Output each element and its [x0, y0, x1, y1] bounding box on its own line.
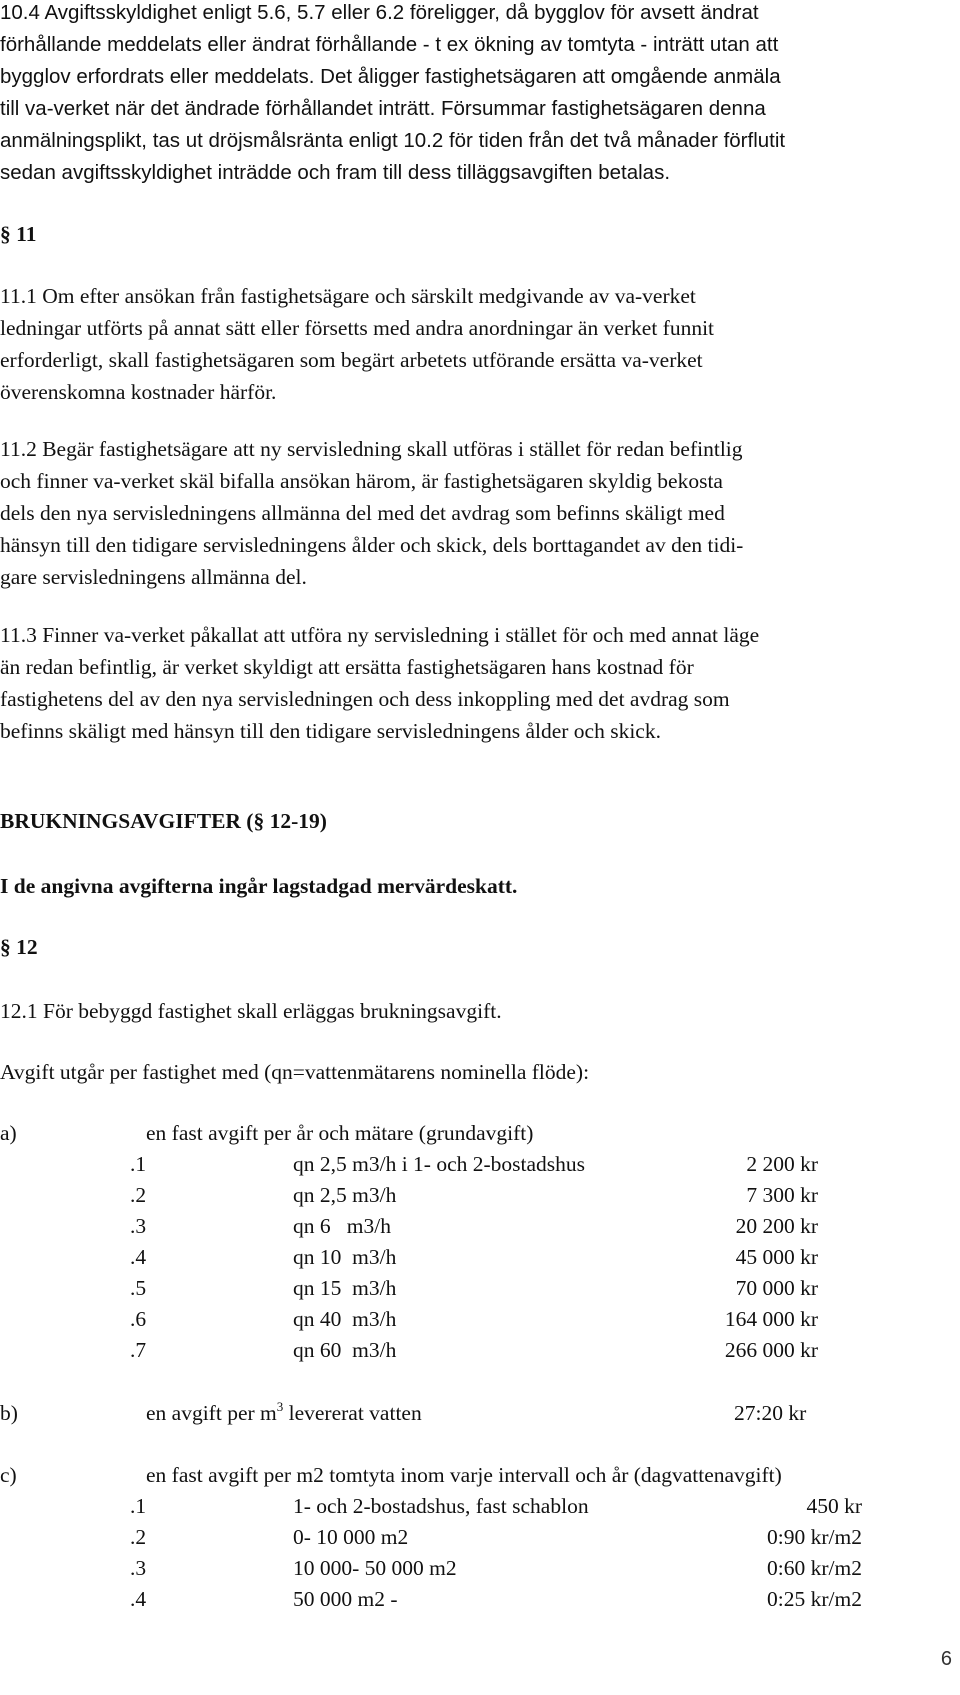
row-amount: 450 kr [806, 1494, 862, 1518]
item-amount: 27:20 kr [734, 1401, 807, 1425]
item-text: en avgift per $m^3$ levererat vatten [146, 1399, 422, 1425]
page-number: 6 [940, 1648, 952, 1670]
row-number: .6 [130, 1307, 147, 1331]
row-description: qn 40 m3/h [293, 1307, 397, 1331]
fee-row [0, 1553, 950, 1583]
item-label: b) [0, 1401, 18, 1425]
row-description: 0- 10 000 m2 [293, 1525, 409, 1549]
fee-row [0, 1273, 950, 1303]
row-amount: 20 200 kr [735, 1214, 818, 1238]
row-amount: 164 000 kr [724, 1307, 818, 1331]
row-amount: 70 000 kr [735, 1276, 818, 1300]
section-10-4 [0, 0, 950, 189]
text-line: än redan befintlig, är verket skyldigt att ersätta fastighetsägaren hans kostnad för [0, 655, 694, 679]
row-amount: 2 200 kr [746, 1152, 818, 1176]
text-line: bygglov erfordrats eller meddelats. Det åligger fastighetsägaren att omgående anmäla [0, 65, 781, 88]
section-11-heading: § 11 [0, 222, 37, 246]
row-number: .1 [130, 1494, 147, 1518]
row-description: qn 2,5 m3/h [293, 1183, 397, 1207]
item-b [0, 1398, 950, 1428]
row-description: qn 60 m3/h [293, 1338, 397, 1362]
fees-heading: BRUKNINGSAVGIFTER (§ 12-19) [0, 809, 327, 833]
row-description: qn 10 m3/h [293, 1245, 397, 1269]
row-amount: 266 000 kr [724, 1338, 818, 1362]
superscript: 3 [276, 1399, 284, 1414]
text-line: 11.1 Om efter ansökan från fastighetsägare och särskilt medgivande av va-verket [0, 284, 696, 308]
item-text: en fast avgift per m2 tomtyta inom varje intervall och år (dagvattenavgift) [146, 1463, 782, 1487]
text-line: anmälningsplikt, tas ut dröjsmålsränta enligt 10.2 för tiden från det två månader förflutit [0, 129, 786, 152]
text-line: fastighetens del av den nya servisledningen och dess inkoppling med det avdrag som [0, 687, 730, 711]
row-number: .7 [130, 1338, 147, 1362]
text-line: ledningar utförts på annat sätt eller försetts med andra anordningar än verket funnit [0, 316, 715, 340]
text-line: befinns skäligt med hänsyn till den tidigare servisledningens ålder och skick. [0, 719, 661, 743]
text-line: 10.4 Avgiftsskyldighet enligt 5.6, 5.7 eller 6.2 föreligger, då bygglov för avsett ändrat [0, 1, 759, 24]
row-description: qn 15 m3/h [293, 1276, 397, 1300]
vat-note: I de angivna avgifterna ingår lagstadgad mervärdeskatt. [0, 874, 518, 898]
text-line: 11.2 Begär fastighetsägare att ny servisledning skall utföras i stället för redan befintlig [0, 437, 743, 461]
row-number: .4 [130, 1245, 147, 1269]
row-number: .3 [130, 1556, 147, 1580]
row-number: .4 [130, 1587, 147, 1611]
fee-row [0, 1149, 950, 1179]
row-description: qn 6 m3/h [293, 1214, 391, 1238]
section-11-1 [0, 280, 950, 408]
fee-row [0, 1584, 950, 1614]
item-a-header [0, 1118, 950, 1148]
row-description: 1- och 2-bostadshus, fast schablon [293, 1494, 589, 1518]
section-11-3 [0, 619, 950, 747]
row-amount: 45 000 kr [735, 1245, 818, 1269]
fee-row [0, 1242, 950, 1272]
text-line: och finner va-verket skäl bifalla ansökan härom, är fastighetsägaren skyldig bekosta [0, 469, 723, 493]
fee-row [0, 1522, 950, 1552]
row-number: .3 [130, 1214, 147, 1238]
text-line: hänsyn till den tidigare servisledningens ålder och skick, dels borttagandet av den tidi- [0, 533, 744, 557]
row-amount: 0:25 kr/m2 [767, 1587, 862, 1611]
section-12-1: 12.1 För bebyggd fastighet skall erläggas brukningsavgift. [0, 999, 502, 1023]
row-number: .1 [130, 1152, 147, 1176]
fee-row [0, 1304, 950, 1334]
item-text: en fast avgift per år och mätare (grundavgift) [146, 1121, 534, 1145]
item-label: c) [0, 1463, 17, 1487]
fee-row [0, 1491, 950, 1521]
fee-intro: Avgift utgår per fastighet med (qn=vattenmätarens nominella flöde): [0, 1060, 590, 1084]
text-line: erforderligt, skall fastighetsägaren som begärt arbetets utförande ersätta va-verket [0, 348, 703, 372]
item-label: a) [0, 1121, 17, 1145]
text-line: förhållande meddelats eller ändrat förhållande - t ex ökning av tomtyta - inträtt utan att [0, 33, 779, 56]
text-line: dels den nya servisledningens allmänna del med det avdrag som befinns skäligt med [0, 501, 725, 525]
row-amount: 7 300 kr [746, 1183, 818, 1207]
row-number: .2 [130, 1183, 147, 1207]
text-line: till va-verket när det ändrade förhållandet inträtt. Försummar fastighetsägaren denna [0, 97, 766, 120]
row-description: 50 000 m2 - [293, 1587, 398, 1611]
fee-row [0, 1211, 950, 1241]
section-12-heading: § 12 [0, 935, 38, 959]
row-amount: 0:60 kr/m2 [767, 1556, 862, 1580]
text-line: 11.3 Finner va-verket påkallat att utföra ny servisledning i stället för och med annat läge [0, 623, 760, 647]
row-description: qn 2,5 m3/h i 1- och 2-bostadshus [293, 1152, 586, 1176]
section-11-2 [0, 433, 950, 593]
fee-row [0, 1180, 950, 1210]
row-number: .5 [130, 1276, 147, 1300]
text-line: sedan avgiftsskyldighet inträdde och fram till dess tilläggsavgiften betalas. [0, 161, 671, 184]
fee-row [0, 1335, 950, 1365]
row-number: .2 [130, 1525, 147, 1549]
row-amount: 0:90 kr/m2 [767, 1525, 862, 1549]
row-description: 10 000- 50 000 m2 [293, 1556, 457, 1580]
text-line: överenskomna kostnader härför. [0, 380, 277, 404]
text-line: gare servisledningens allmänna del. [0, 565, 307, 589]
item-c-header [0, 1460, 950, 1490]
